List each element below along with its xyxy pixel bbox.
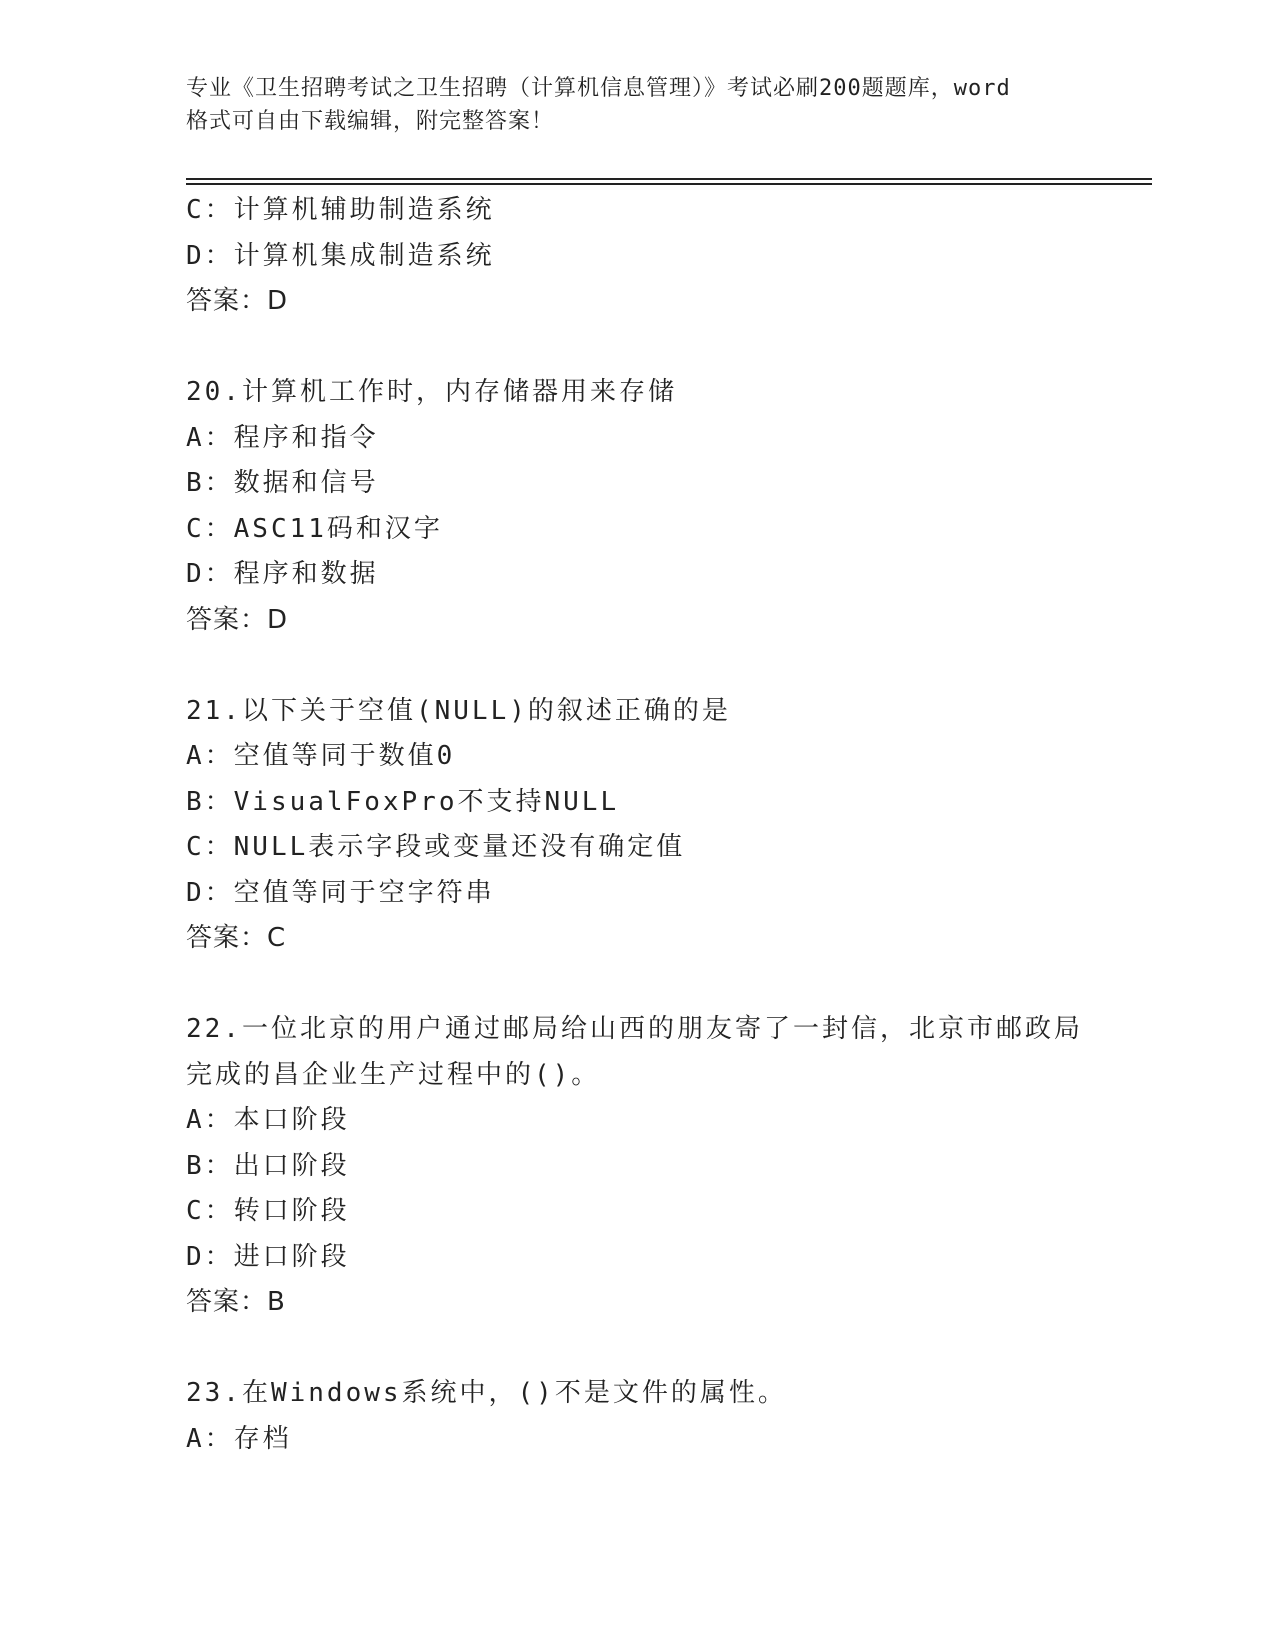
question-text: 完成的昌企业生产过程中的()。 [186, 1059, 601, 1090]
question-text: 22.一位北京的用户通过邮局给山西的朋友寄了一封信，北京市邮政局 [186, 1014, 1083, 1044]
question-block [186, 689, 1152, 962]
question-block [186, 1007, 1152, 1326]
option-line: A：空值等同于数值0 [186, 741, 456, 771]
question-block [186, 1371, 1152, 1462]
question-block [186, 370, 1152, 643]
option-line: B：数据和信号 [186, 468, 379, 498]
answer-line: 答案：D [186, 604, 289, 635]
header-line-1: 专业《卫生招聘考试之卫生招聘（计算机信息管理）》考试必刷200题题库，word [186, 76, 1011, 101]
question-text: 23.在Windows系统中，()不是文件的属性。 [186, 1378, 787, 1408]
header-line-2: 格式可自由下载编辑，附完整答案！ [186, 109, 555, 134]
spacer [186, 962, 1152, 1008]
option-line: C：ASC11码和汉字 [186, 513, 443, 544]
header-rule-bottom [186, 183, 1152, 185]
question-block [186, 188, 1152, 325]
option-line: B：VisualFoxPro不支持NULL [186, 786, 620, 817]
option-line: C：NULL表示字段或变量还没有确定值 [186, 832, 686, 862]
option-line: A：程序和指令 [186, 422, 379, 453]
option-line: D：进口阶段 [186, 1241, 350, 1272]
answer-line: 答案：B [186, 1287, 286, 1317]
option-line: B：出口阶段 [186, 1150, 350, 1181]
question-text: 21.以下关于空值(NULL)的叙述正确的是 [186, 695, 731, 726]
answer-line: 答案：C [186, 923, 287, 953]
question-text: 20.计算机工作时，内存储器用来存储 [186, 377, 677, 407]
header-rule-top [186, 178, 1152, 180]
option-line: D：空值等同于空字符串 [186, 877, 495, 908]
spacer [186, 325, 1152, 371]
option-line: A：存档 [186, 1423, 292, 1454]
document-header [186, 72, 1086, 138]
spacer [186, 643, 1152, 689]
answer-line: 答案：D [186, 286, 289, 316]
option-line: C：计算机辅助制造系统 [186, 195, 495, 225]
option-line: A：本口阶段 [186, 1105, 350, 1135]
spacer [186, 1326, 1152, 1372]
question-list [186, 188, 1152, 1462]
option-line: D：程序和数据 [186, 559, 379, 589]
option-line: D：计算机集成制造系统 [186, 240, 495, 271]
option-line: C：转口阶段 [186, 1196, 350, 1226]
